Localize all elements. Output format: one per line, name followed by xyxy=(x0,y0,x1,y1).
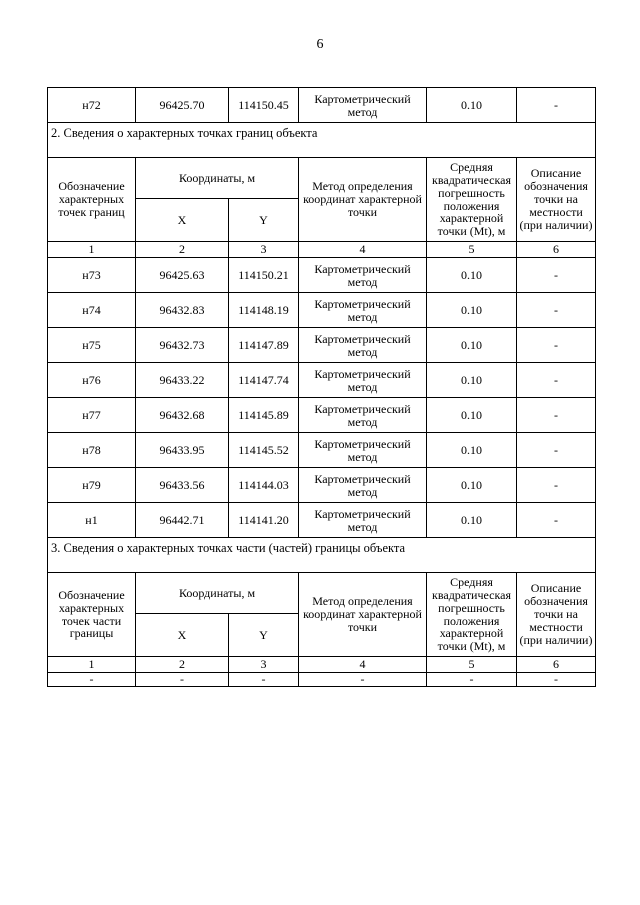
header-coords: Координаты, м xyxy=(136,158,299,199)
method-cell: Картометрический метод xyxy=(299,293,427,328)
table-row xyxy=(48,363,596,398)
table-row xyxy=(48,398,596,433)
mt-cell: 0.10 xyxy=(427,293,517,328)
method-cell: Картометрический метод xyxy=(299,88,427,123)
y-cell: 114150.45 xyxy=(229,88,299,123)
table-row xyxy=(48,673,596,687)
header-y: Y xyxy=(229,614,299,657)
description-cell: - xyxy=(517,258,596,293)
section-2-title: 2. Сведения о характерных точках границ объекта xyxy=(48,123,596,158)
header-description: Описание обозначения точки на местности (при наличии) xyxy=(517,573,596,657)
point-cell: - xyxy=(48,673,136,687)
description-cell: - xyxy=(517,503,596,538)
col-number: 6 xyxy=(517,657,596,673)
method-cell: Картометрический метод xyxy=(299,433,427,468)
method-cell: Картометрический метод xyxy=(299,503,427,538)
table-row xyxy=(48,433,596,468)
mt-cell: 0.10 xyxy=(427,433,517,468)
mt-cell: 0.10 xyxy=(427,328,517,363)
y-cell: 114144.03 xyxy=(229,468,299,503)
y-cell: 114145.89 xyxy=(229,398,299,433)
y-cell: 114145.52 xyxy=(229,433,299,468)
point-cell: н73 xyxy=(48,258,136,293)
mt-cell: 0.10 xyxy=(427,398,517,433)
section-3-title: 3. Сведения о характерных точках части (частей) границы объекта xyxy=(48,538,596,573)
description-cell: - xyxy=(517,673,596,687)
point-cell: н1 xyxy=(48,503,136,538)
mt-cell: 0.10 xyxy=(427,88,517,123)
x-cell: 96432.68 xyxy=(136,398,229,433)
col-number: 1 xyxy=(48,242,136,258)
point-cell: н72 xyxy=(48,88,136,123)
col-number: 5 xyxy=(427,657,517,673)
y-cell: 114148.19 xyxy=(229,293,299,328)
x-cell: 96442.71 xyxy=(136,503,229,538)
col-number: 6 xyxy=(517,242,596,258)
table-row xyxy=(48,88,596,123)
page-number: 6 xyxy=(316,37,324,52)
x-cell: 96425.63 xyxy=(136,258,229,293)
header-point: Обозначение характерных точек части границы xyxy=(48,573,136,657)
x-cell: 96432.73 xyxy=(136,328,229,363)
col-number: 2 xyxy=(136,657,229,673)
header-method: Метод определения координат характерной точки xyxy=(299,158,427,242)
col-number: 3 xyxy=(229,242,299,258)
table-row xyxy=(48,293,596,328)
col-number: 5 xyxy=(427,242,517,258)
y-cell: 114150.21 xyxy=(229,258,299,293)
description-cell: - xyxy=(517,398,596,433)
col-number: 1 xyxy=(48,657,136,673)
mt-cell: 0.10 xyxy=(427,258,517,293)
table-row xyxy=(48,258,596,293)
col-number: 3 xyxy=(229,657,299,673)
point-cell: н74 xyxy=(48,293,136,328)
col-number: 2 xyxy=(136,242,229,258)
x-cell: 96433.56 xyxy=(136,468,229,503)
description-cell: - xyxy=(517,433,596,468)
header-row xyxy=(48,573,596,614)
mt-cell: 0.10 xyxy=(427,503,517,538)
x-cell: 96433.95 xyxy=(136,433,229,468)
point-cell: н77 xyxy=(48,398,136,433)
method-cell: Картометрический метод xyxy=(299,258,427,293)
x-cell: - xyxy=(136,673,229,687)
point-cell: н75 xyxy=(48,328,136,363)
method-cell: Картометрический метод xyxy=(299,363,427,398)
mt-cell: - xyxy=(427,673,517,687)
x-cell: 96433.22 xyxy=(136,363,229,398)
method-cell: - xyxy=(299,673,427,687)
header-mt: Средняя квадратическая погрешность положения характерной точки (Mt), м xyxy=(427,573,517,657)
mt-cell: 0.10 xyxy=(427,468,517,503)
y-cell: - xyxy=(229,673,299,687)
point-cell: н79 xyxy=(48,468,136,503)
description-cell: - xyxy=(517,328,596,363)
point-cell: н78 xyxy=(48,433,136,468)
description-cell: - xyxy=(517,88,596,123)
method-cell: Картометрический метод xyxy=(299,328,427,363)
y-cell: 114147.89 xyxy=(229,328,299,363)
table-row xyxy=(48,468,596,503)
description-cell: - xyxy=(517,293,596,328)
header-coords: Координаты, м xyxy=(136,573,299,614)
method-cell: Картометрический метод xyxy=(299,398,427,433)
coordinates-table xyxy=(47,87,596,687)
column-numbers-row xyxy=(48,242,596,258)
method-cell: Картометрический метод xyxy=(299,468,427,503)
y-cell: 114147.74 xyxy=(229,363,299,398)
x-cell: 96432.83 xyxy=(136,293,229,328)
header-row xyxy=(48,158,596,199)
section-2-title-row xyxy=(48,123,596,158)
table-row xyxy=(48,328,596,363)
column-numbers-row xyxy=(48,657,596,673)
section-3-title-row xyxy=(48,538,596,573)
header-method: Метод определения координат характерной точки xyxy=(299,573,427,657)
table-row xyxy=(48,503,596,538)
y-cell: 114141.20 xyxy=(229,503,299,538)
header-description: Описание обозначения точки на местности (при наличии) xyxy=(517,158,596,242)
header-y: Y xyxy=(229,199,299,242)
col-number: 4 xyxy=(299,242,427,258)
header-x: X xyxy=(136,199,229,242)
header-point: Обозначение характерных точек границ xyxy=(48,158,136,242)
header-mt: Средняя квадратическая погрешность положения характерной точки (Mt), м xyxy=(427,158,517,242)
description-cell: - xyxy=(517,468,596,503)
x-cell: 96425.70 xyxy=(136,88,229,123)
header-x: X xyxy=(136,614,229,657)
mt-cell: 0.10 xyxy=(427,363,517,398)
description-cell: - xyxy=(517,363,596,398)
col-number: 4 xyxy=(299,657,427,673)
point-cell: н76 xyxy=(48,363,136,398)
